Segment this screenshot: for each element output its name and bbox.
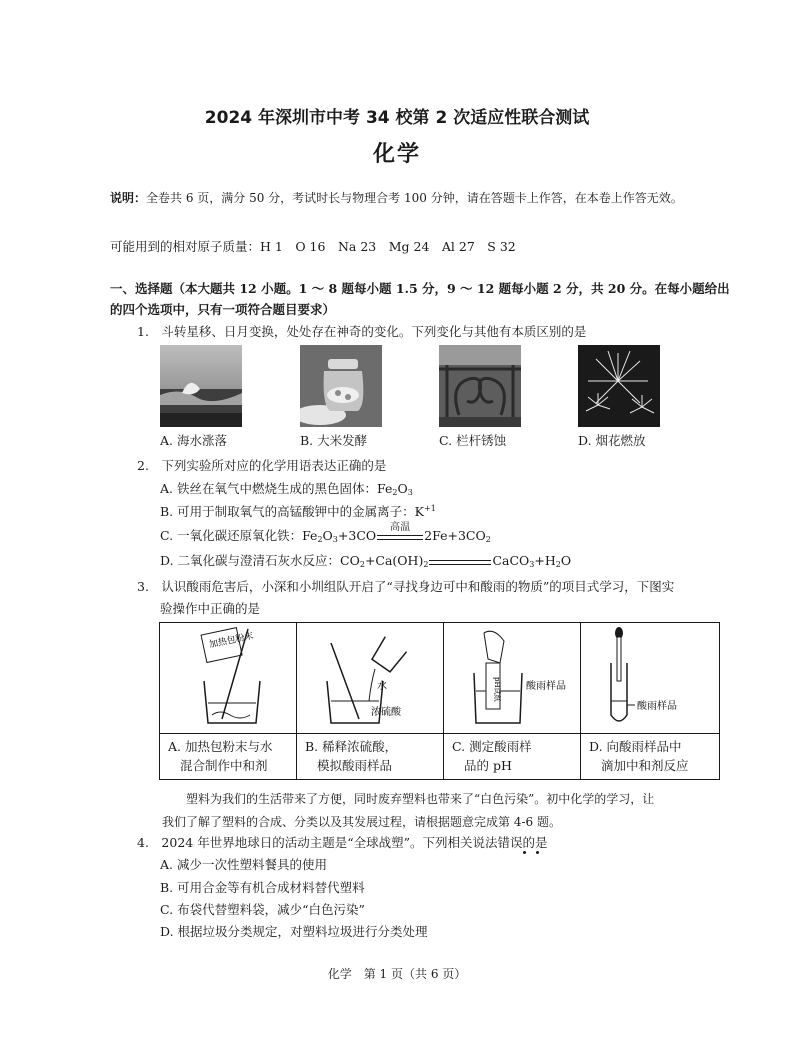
packet-label: 加热包粉末	[208, 631, 255, 651]
q4-option-b: B. 可用合金等有机合成材料替代塑料	[160, 880, 365, 895]
q3-option-c: C. 测定酸雨样 品的 pH	[444, 734, 581, 780]
q4-stem: 4. 2024 年世界地球日的活动主题是“全球战塑”。下列相关说法错误的是	[137, 835, 548, 850]
q4-option-c: C. 布袋代替塑料袋，减少“白色污染”	[160, 902, 365, 917]
reaction-equals-sign: 高温	[377, 530, 423, 544]
q3-figure-b	[297, 623, 444, 734]
q1-stem: 1. 斗转星移、日月变换，处处存在神奇的变化。下列变化与其他有本质区别的是	[137, 324, 587, 339]
subject-title: 化学	[372, 142, 421, 167]
q3-figure-c	[444, 623, 581, 734]
passage-line1: 塑料为我们的生活带来了方便，同时废弃塑料也带来了“白色污染”。初中化学的学习，让	[186, 792, 655, 806]
ph-paper-label: pH试纸	[493, 677, 501, 702]
q3-figure-a	[160, 623, 297, 734]
section-heading-line1: 一、选择题（本大题共 12 小题。1 ～ 8 题每小题 1.5 分，9 ～ 12 题每小题 2 分，共 20 分。在每小题给出	[110, 281, 730, 296]
q1-option-b: B. 大米发酵	[300, 433, 368, 448]
water-label: 水	[377, 681, 387, 692]
q1-option-d: D. 烟花燃放	[578, 433, 646, 448]
photo-rusted-railing	[439, 345, 521, 427]
q3-figure-d	[581, 623, 720, 734]
q2-option-d: D. 二氧化碳与澄清石灰水反应：$CO_2+Ca(OH)_2$ $CaCO_3+H_2O$	[160, 553, 572, 569]
q1-option-c: C. 栏杆锈蚀	[439, 433, 507, 448]
q2-option-b: B. 可用于制取氧气的高锰酸钾中的金属离子：$K^{+1}$	[160, 504, 436, 519]
photo-fireworks	[578, 345, 660, 427]
notice-label: 说明：	[110, 191, 147, 205]
atomic-mass-line: 可能用到的相对原子质量：H 1 O 16 Na 23 Mg 24 Al 27 S 32	[110, 239, 516, 254]
reaction-equals-sign-d	[429, 555, 491, 569]
emphasis-dot	[536, 851, 539, 854]
photo-rice-fermentation	[300, 345, 382, 427]
acid-rain-sample-label: 酸雨样品	[526, 681, 566, 692]
passage-line2: 我们了解了塑料的合成、分类以及其发展过程，请根据题意完成第 4-6 题。	[162, 815, 561, 829]
q3-option-b: B. 稀释浓硫酸， 模拟酸雨样品	[297, 734, 444, 780]
q3-figure-table	[159, 622, 720, 780]
photo-sea-tide	[160, 345, 242, 427]
q3-option-d: D. 向酸雨样品中 滴加中和剂反应	[581, 734, 720, 780]
exam-notice	[110, 189, 683, 206]
section-heading-line2: 的四个选项中，只有一项符合题目要求）	[110, 302, 336, 317]
q3-stem-line2: 验操作中正确的是	[160, 601, 261, 616]
q3-stem-line1: 3. 认识酸雨危害后，小深和小圳组队开启了“寻找身边可中和酸雨的物质”的项目式学习，下图实	[137, 579, 675, 594]
notice-text: 全卷共 6 页，满分 50 分，考试时长与物理合考 100 分钟，请在答题卡上作答，在本卷上作答无效。	[146, 191, 683, 205]
q2-stem: 2. 下列实验所对应的化学用语表达正确的是	[137, 458, 387, 473]
q2-option-a: A. 铁丝在氧气中燃烧生成的黑色固体：$Fe_2O_3$	[160, 481, 413, 497]
q1-option-a: A. 海水涨落	[160, 433, 227, 448]
q4-option-d: D. 根据垃圾分类规定，对塑料垃圾进行分类处理	[160, 924, 428, 939]
acid-rain-sample-label-d: 酸雨样品	[637, 701, 677, 712]
acid-label: 浓硫酸	[371, 707, 401, 718]
q2-option-c: C. 一氧化碳还原氧化铁：$Fe_2O_3+3CO$ 高温 $2Fe+3CO_2$	[160, 521, 491, 544]
page-footer: 化学 第 1 页（共 6 页）	[327, 967, 467, 981]
q4-option-a: A. 减少一次性塑料餐具的使用	[160, 857, 327, 872]
exam-title: 2024 年深圳市中考 34 校第 2 次适应性联合测试	[204, 108, 590, 128]
q3-option-a: A. 加热包粉末与水 混合制作中和剂	[160, 734, 297, 780]
emphasis-dot	[523, 851, 526, 854]
